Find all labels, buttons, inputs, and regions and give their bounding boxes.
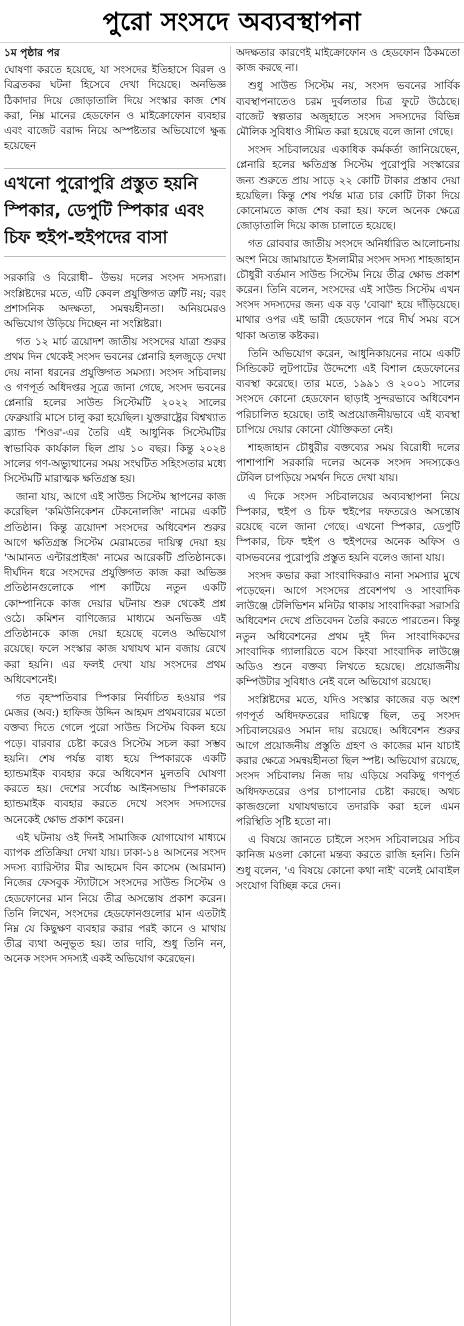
- body-paragraph: সংশ্লিষ্টদের মতে, যদিও সংস্কার কাজের বড় অংশ গণপূর্ত অধিদফতরের দায়িত্বে ছিল, তবু সংসদ সচিবালয়েরও সমান দায় রয়েছে। অধিবেশন শুরুর আগে প্রয়োজনীয় প্রস্তুতি গ্রহণ ও কাজের মান যাচাই করার ক্ষেত্রে সমন্বয়হীনতা ছিল স্পষ্ট। অভিযোগ রয়েছে, সংসদ সচিবালয় নিজ দায় এড়িয়ে সবকিছু গণপূর্ত অধিদফতরের ওপর চাপানোর চেষ্টা করছে। অথচ কাজগুলো যথাযথভাবে তদারকি করা হলে এমন পরিস্থিতি সৃষ্টি হতো না।: [236, 694, 460, 828]
- body-paragraph: সংসদ সচিবালয়ের একাধিক কর্মকর্তা জানিয়েছেন, প্লেনারি হলের ক্ষতিগ্রস্ত সিস্টেম পুরোপুরি সংস্কারের জন্য শুরুতে প্রায় সাড়ে ২২ কোটি টাকার প্রস্তাব দেয়া হয়েছিল। কিন্তু শেষ পর্যন্ত মাত্র চার কোটি টাকা দিয়ে কোনোমতে কাজ শেষ করা হয়। ফলে অনেক ক্ষেত্রে জোড়াতালি দিয়ে কাজ চালাতে হয়েছে।: [236, 144, 460, 233]
- body-paragraph: শুধু সাউন্ড সিস্টেম নয়, সংসদ ভবনের সার্বিক ব্যবস্থাপনাতেও চরম দুর্বলতার চিত্র ফুটে উঠেছে। বাজেট স্বল্পতার অজুহাতে সংসদ সদস্যদের বিভিন্ন মৌলিক সুবিধাও সীমিত করা হয়েছে বলে জানা গেছে।: [236, 80, 460, 139]
- headline: পুরো সংসদে অব্যবস্থাপনা: [0, 0, 464, 43]
- body-paragraph: সরকারি ও বিরোধী– উভয় দলের সংসদ সদস্যরা। সংশ্লিষ্টদের মতে, এটি কেবল প্রযুক্তিগত ত্রুটি নয়; বরং প্রশাসনিক অদক্ষতা, সমন্বয়হীনতা। অনিয়মেরও অভিযোগ উড়িয়ে দিচ্ছেন না সংশ্লিষ্টরা।: [4, 272, 226, 331]
- column-divider: [230, 46, 231, 1326]
- body-paragraph: তিনি অভিযোগ করেন, আধুনিকায়নের নামে একটি সিন্ডিকেট লুটপাটের উদ্দেশ্যে এই বিশাল হেডফোনের ব্যবস্থা করেছে। তার মতে, ১৯৯১ ও ২০০১ সালের সংসদে কোনো হেডফোন ছাড়াই সুন্দরভাবে অধিবেশন পরিচালিত হয়েছে। তাই অপ্রয়োজনীয়ভাবে এই ব্যবস্থা চাপিয়ে দেয়ার কোনো যৌক্তিকতা নেই।: [236, 347, 460, 436]
- body-paragraph: গত ১২ মার্চ ত্রয়োদশ জাতীয় সংসদের যাত্রা শুরুর প্রথম দিন থেকেই সংসদ ভবনের প্লেনারি হলজুড়ে দেখা দেয় নানা ধরনের প্রযুক্তিগত সমস্যা। সংসদ সচিবালয় ও গণপূর্ত অধিদপ্তর সূত্রে জানা গেছে, সংসদ ভবনের প্লেনারি হলের সাউন্ড সিস্টেমটি ২০২২ সালের ফেব্রুয়ারি মাসে চালু করা হয়েছিল। যুক্তরাষ্ট্রের বিশ্বখ্যাত ব্র্যান্ড 'শিওর'-এর তৈরি এই আধুনিক সিস্টেমটির স্বাভাবিক কার্যকাল ছিল প্রায় ১০ বছর। কিন্তু ২০২৪ সালের গণ-অভ্যুত্থানের সময় সংঘটিত সহিংসতার মধ্যে সিস্টেমটি মারাত্মক ক্ষতিগ্রস্ত হয়।: [4, 336, 226, 486]
- left-column: [4, 46, 226, 1326]
- body-paragraph: সংসদ কভার করা সাংবাদিকরাও নানা সমস্যার মুখে পড়েছেন। আগে সংসদের প্রবেশপথ ও সাংবাদিক লাউঞ্জে টেলিভিশন মনিটর থাকায় সাংবাদিকরা সরাসরি অধিবেশন দেখে প্রতিবেদন তৈরি করতে পারতেন। কিন্তু নতুন অধিবেশনের প্রথম দুই দিন সাংবাদিকদের সাংবাদিক গ্যালারিতে বসে কিংবা সাংবাদিক লাউঞ্জে অডিও শুনে বক্তব্য লিখতে হয়েছে। প্রয়োজনীয় কম্পিউটার সুবিধাও নেই বলে অভিযোগ রয়েছে।: [236, 569, 460, 689]
- body-paragraph: অদক্ষতার কারণেই মাইক্রোফোন ও হেডফোন ঠিকমতো কাজ করছে না।: [236, 47, 460, 75]
- body-paragraph: শাহজাহান চৌধুরীর বক্তব্যের সময় বিরোধী দলের পাশাপাশি সরকারি দলের অনেক সংসদ সদস্যকেও টেবিল চাপড়িয়ে সমর্থন দিতে দেখা যায়।: [236, 442, 460, 485]
- right-column: [236, 46, 460, 1326]
- continued-label: ১ম পৃষ্ঠার পর: [4, 47, 60, 59]
- body-paragraph: গত বৃহস্পতিবার স্পিকার নির্বাচিত হওয়ার পর মেজর (অব:) হাফিজ উদ্দিন আহমদ প্রথমবারের মতো বক্তব্য দিতে গেলে পুরো সাউন্ড সিস্টেম বিকল হয়ে পড়ে। বারবার চেষ্টা করেও সিস্টেম সচল করা সম্ভব হয়নি। শেষ পর্যন্ত বাধ্য হয়ে স্পিকারকে একটি হ্যান্ডমাইক ব্যবহার করে অধিবেশন মুলতবি ঘোষণা করতে হয়। দেশের সর্বোচ্চ আইনসভায় স্পিকারকে হ্যান্ডমাইক ব্যবহার করতে দেখে সংসদ সদস্যদের অনেকেই ক্ষোভ প্রকাশ করেন।: [4, 691, 226, 826]
- subheadline: এখনো পুরোপুরি প্রস্তুত হয়নি স্পিকার, ডেপুটি স্পিকার এবং চিফ হুইপ-হুইপদের বাসা: [4, 168, 226, 257]
- body-paragraph: গত রোববার জাতীয় সংসদে অনির্ধারিত আলোচনায় অংশ নিয়ে জামায়াতে ইসলামীর সংসদ সদস্য শাহজাহান চৌধুরী বর্তমান সাউন্ড সিস্টেম নিয়ে তীব্র ক্ষোভ প্রকাশ করেন। তিনি বলেন, সংসদের এই সাউন্ড সিস্টেম এখন সংসদ সদস্যদের জন্য এক বড় 'বোঝা' হয়ে দাঁড়িয়েছে। মাথার ওপর এই ভারী হেডফোন পরে দীর্ঘ সময় বসে থাকা অত্যন্ত কষ্টকর।: [236, 238, 460, 342]
- body-paragraph: এ দিকে সংসদ সচিবালয়ের অব্যবস্থাপনা নিয়ে স্পিকার, হুইপ ও চিফ হুইপের দফতরেও অসন্তোষ রয়েছে বলে জানা গেছে। এখনো স্পিকার, ডেপুটি স্পিকার, চিফ হুইপ ও হুইপদের অনেক অফিস ও বাসভবনের পুরোপুরি প্রস্তুত হয়নি বলেও জানা যায়।: [236, 490, 460, 564]
- body-paragraph: এই ঘটনায় ওই দিনই সামাজিক যোগাযোগ মাধ্যমে ব্যাপক প্রতিক্রিয়া দেখা যায়। ঢাকা-১৪ আসনের সংসদ সদস্য ব্যারিস্টার মীর আহমেদ বিন কাসেম (আরমান) নিজের ফেসবুক স্ট্যাটাসে সংসদের সাউন্ড সিস্টেম ও হেডফোনের মান নিয়ে তীব্র অসন্তোষ প্রকাশ করেন। তিনি লিখেন, সংসদের হেডফোনগুলোর মান এতটাই নিম্ন যে কিছুক্ষণ ব্যবহার করার পরই কানে ও মাথায় তীব্র ব্যথা অনুভূত হয়। তার দাবি, শুধু তিনি নন, অনেক সংসদ সদস্যই একই অভিযোগ করেছেন।: [4, 831, 226, 966]
- intro-paragraph: ঘোষণা করতে হয়েছে, যা সংসদের ইতিহাসে বিরল ও বিব্রতকর ঘটনা হিসেবে দেখা দিয়েছে। অনভিজ্ঞ ঠিকাদার দিয়ে জোড়াতালি দিয়ে সংস্কার কাজ শেষ করা, নিম্ন মানের হেডফোন ও মাইক্রোফোন ব্যবহার এবং বাজেট বরাদ্দ নিয়ে অস্পষ্টতার অভিযোগে ক্ষুব্ধ হয়েছেন: [4, 64, 226, 153]
- body-paragraph: জানা যায়, আগে এই সাউন্ড সিস্টেম স্থাপনের কাজ করেছিল 'কমিউনিকেশন টেকনোলজি' নামের একটি প্রতিষ্ঠান। কিন্তু ত্রয়োদশ সংসদের অধিবেশন শুরুর আগে ক্ষতিগ্রস্ত সিস্টেম মেরামতের দায়িত্ব দেয়া হয় 'আমানত এন্টারপ্রাইজ' নামের আরেকটি প্রতিষ্ঠানকে। দীর্ঘদিন ধরে সংসদের প্রযুক্তিগত কাজ করা অভিজ্ঞ প্রতিষ্ঠানগুলোকে পাশ কাটিয়ে নতুন একটি কোম্পানিকে কাজ দেয়ার ঘটনায় শুরু থেকেই প্রশ্ন ওঠে। কমিশন বাণিজ্যের মাধ্যমে অনভিজ্ঞ এই প্রতিষ্ঠানকে কাজ দেয়া হয়েছে বলেও অভিযোগ রয়েছে। ফলে সংস্কার কাজ যথাযথ মান বজায় রেখে করা হয়নি। এর ফলই দেখা যায় সংসদের প্রথম অধিবেশনেই।: [4, 491, 226, 686]
- body-paragraph: এ বিষয়ে জানতে চাইলে সংসদ সচিবালয়ের সচিব কানিজ মওলা কোনো মন্তব্য করতে রাজি হননি। তিনি শুধু বলেন, 'এ বিষয়ে কোনো কথা নাই' বলেই মোবাইল সংযোগ বিচ্ছিন্ন করে দেন।: [236, 834, 460, 892]
